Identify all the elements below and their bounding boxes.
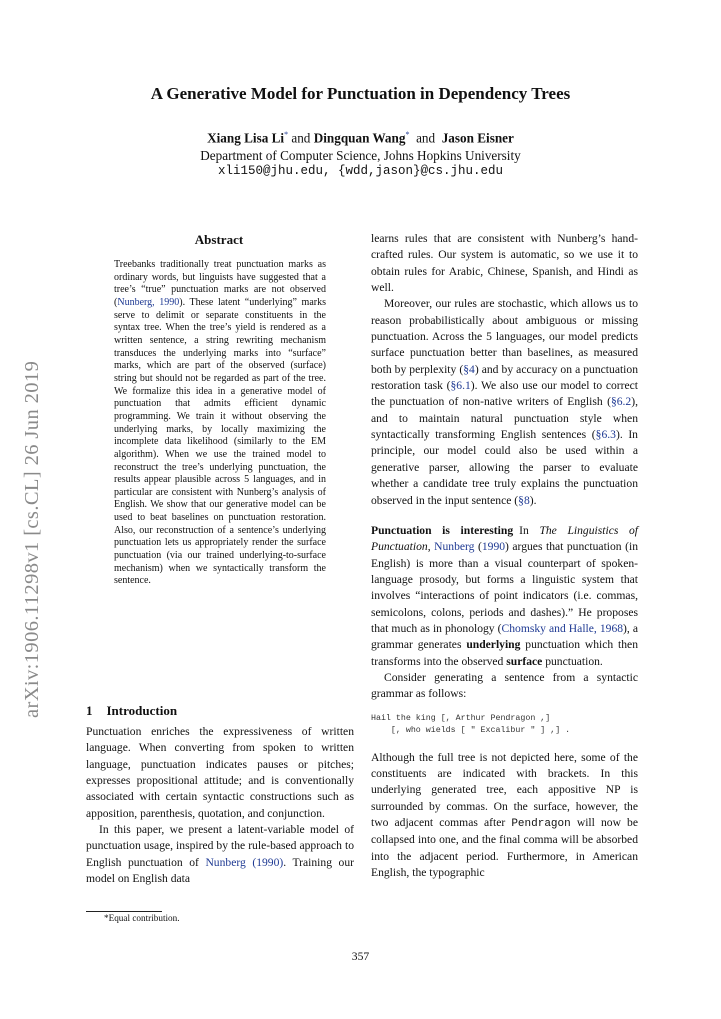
author-separator: and	[416, 130, 436, 146]
paragraph-text: (	[474, 540, 482, 554]
paragraph: Punctuation enriches the expressiveness of written language. When converting from spoken to written language, punctuation indicates pauses or pitches; expresses propositional attitude; and is conventionally associated with certain syntactic constructions such as apposition, parenthesis, quotation, and conjunction.	[86, 725, 354, 820]
paragraph-text: ), a grammar generates	[371, 621, 638, 652]
example-sentence-code	[371, 713, 638, 738]
right-column	[371, 231, 638, 881]
paragraph	[371, 523, 638, 670]
paragraph: learns rules that are consistent with Nunberg’s hand-crafted rules. Our system is automatic, so we use it to obtain rules for Arabic, Chinese, Spanish, and Hindi as well.	[371, 232, 638, 295]
footnote: *Equal contribution.	[104, 913, 180, 923]
citation-link[interactable]: Nunberg (1990)	[205, 855, 284, 869]
section-heading	[86, 703, 356, 719]
abstract-text	[114, 259, 326, 588]
paragraph-text: ).	[529, 493, 537, 507]
equal-contribution-mark[interactable]: *	[284, 130, 289, 139]
section-ref-link[interactable]: §8	[518, 493, 530, 507]
paragraph-text: punctuation.	[542, 654, 603, 668]
paragraph-text: ) argues that punctuation (in English) is more than a visual counterpart of spoken-language prosody, but forms a linguistic system that involves “interactions of point indicators (i.e. commas, semicolons, colons, periods and dashes).” He proposes that much as in phonology (	[371, 540, 638, 635]
book-title: The Linguistics of Punctuation	[371, 523, 638, 554]
citation-link[interactable]: Chomsky and Halle, 1968	[501, 621, 624, 635]
paragraph-text: . Training our model on English data	[86, 855, 354, 886]
code-line: [, who wields [ " Excalibur " ] ,] .	[371, 726, 571, 736]
paragraph-text: ), and to maintain natural punctuation style when syntactically transforming English sentences (	[371, 395, 638, 442]
citation-link[interactable]: 1990	[481, 540, 506, 554]
arxiv-stamp-text: arXiv:1906.11298v1 [cs.CL] 26 Jun 2019	[21, 360, 43, 718]
run-in-heading: Punctuation is interesting	[371, 523, 514, 537]
abstract-heading: Abstract	[194, 232, 244, 247]
paragraph: Consider generating a sentence from a syntactic grammar as follows:	[371, 670, 638, 701]
inline-code: Pendragon	[511, 818, 571, 830]
citation-link[interactable]: Nunberg	[434, 540, 475, 554]
citation-link[interactable]: Nunberg, 1990	[117, 296, 180, 308]
paragraph-text: punctuation which then transforms into the observed	[371, 638, 638, 668]
paragraph-text: Moreover, our rules are stochastic, which allows us to reason probabilistically about ambiguous or missing punctuation. Across the 5 languages, our model predicts surface punctuation better than baselines, as measured both by perplexity (	[371, 297, 638, 376]
paragraph-text: ,	[427, 540, 435, 554]
paragraph-text: ). We also use our model to correct the punctuation of non-native writers of English (	[371, 379, 638, 409]
paragraph	[371, 750, 638, 882]
footnote-rule	[86, 911, 162, 912]
code-line: Hail the king [, Arthur Pendragon ,]	[371, 713, 551, 723]
author-emails: xli150@jhu.edu, {wdd,jason}@cs.jhu.edu	[217, 164, 504, 178]
section-title: Introduction	[106, 703, 178, 718]
bold-term: underlying	[466, 638, 521, 652]
section-ref-link[interactable]: §6.1	[450, 379, 471, 393]
page-number: 357	[351, 950, 370, 963]
section-ref-link[interactable]: §6.2	[610, 395, 632, 409]
paragraph-text: ). In principle, our model could also be used within a generative parser, allowing the parser to evaluate whether a candidate tree truly explains the punctuation observed in the input sentence (	[371, 428, 638, 507]
introduction-body	[86, 724, 354, 887]
paragraph-text: ) and by accuracy on a punctuation restoration task (	[371, 362, 638, 393]
author-list	[0, 130, 721, 146]
author-name: Xiang Lisa Li	[207, 130, 285, 146]
paper-title: A Generative Model for Punctuation in Dependency Trees	[150, 84, 571, 103]
section-ref-link[interactable]: §4	[463, 362, 475, 376]
paragraph-text: In	[519, 523, 540, 537]
author-name: Dingquan Wang	[313, 130, 406, 146]
section-number: 1	[86, 703, 93, 718]
author-name: Jason Eisner	[441, 130, 514, 146]
abstract-text-part: ). These latent “underlying” marks serve to delimit or separate constituents in the syntax tree. When the tree’s yield is rendered as a written sentence, a string rewriting mechanism transduces the underlying marks into “surface” marks, which are part of the observed (surface) string but should not be regarded as part of the tree. We formalize this idea in a generative model of punctuation that admits efficient dynamic programming. We train it without observing the underlying marks, by locally maximizing the incomplete data likelihood (similarly to the EM algorithm). When we use the trained model to reconstruct the tree’s underlying punctuation, the results appear plausible across 5 languages, and in particular are consistent with Nunberg’s analysis of English. We show that our generative model can be used to beat baselines on punctuation restoration. Also, our reconstruction of a sentence’s underlying punctuation lets us appropriately render the surface punctuation (via our trained underlying-to-surface mechanism) when we syntactically transform the sentence.	[114, 296, 326, 587]
abstract-text-part: Treebanks traditionally treat punctuation marks as ordinary words, but linguists have suggested that a tree’s “true” punctuation marks are not observed (	[114, 259, 326, 308]
bold-term: surface	[506, 654, 543, 668]
affiliation: Department of Computer Science, Johns Hopkins University	[200, 148, 521, 163]
paragraph-text: will now be collapsed into one, and the final comma will be absorbed into the adjacent period. Furthermore, in American English, the typographic	[371, 816, 638, 880]
arxiv-stamp	[14, 318, 46, 718]
equal-contribution-mark[interactable]: *	[405, 130, 410, 139]
paragraph	[86, 822, 354, 887]
paragraph-text: In this paper, we present a latent-variable model of punctuation usage, inspired by the rule-based approach to English punctuation of	[86, 823, 354, 869]
author-separator: and	[291, 130, 311, 146]
section-ref-link[interactable]: §6.3	[595, 428, 616, 442]
paragraph	[371, 296, 638, 508]
paragraph-text: Although the full tree is not depicted here, some of the constituents are indicated with brackets. In this underlying generated tree, each appositive NP is surrounded by commas. On the surface, however, the two adjacent commas after	[371, 750, 638, 829]
